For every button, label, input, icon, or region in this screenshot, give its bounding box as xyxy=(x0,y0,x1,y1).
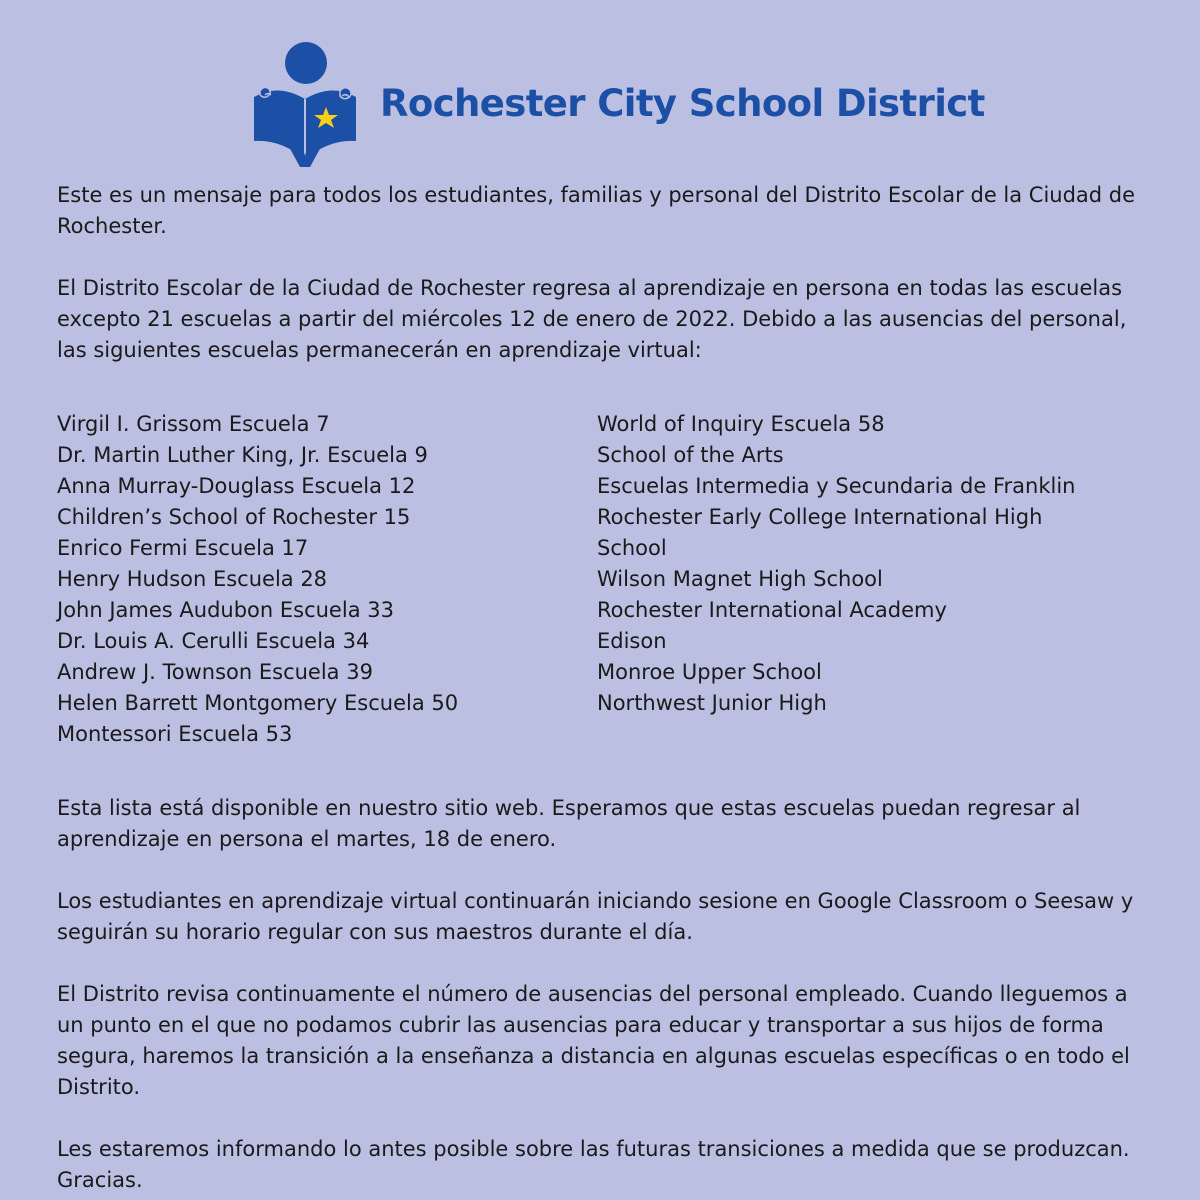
school-list-item: Virgil I. Grissom Escuela 7 xyxy=(57,412,330,436)
child-reading-book-icon xyxy=(250,41,360,169)
school-list-item: Henry Hudson Escuela 28 xyxy=(57,567,328,591)
school-list-item: World of Inquiry Escuela 58 xyxy=(597,412,885,436)
intro-paragraph: Este es un mensaje para todos los estudiantes, familias y personal del Distrito Escolar de la Ciudad de Rochester. xyxy=(57,183,1136,238)
school-list-item: Children’s School of Rochester 15 xyxy=(57,505,411,529)
header xyxy=(250,40,985,170)
school-list-item: Dr. Louis A. Cerulli Escuela 34 xyxy=(57,629,370,653)
school-list-item: Helen Barrett Montgomery Escuela 50 xyxy=(57,691,459,715)
school-list-item: Enrico Fermi Escuela 17 xyxy=(57,536,309,560)
school-list-item: Edison xyxy=(597,629,667,653)
notice-paragraph: El Distrito Escolar de la Ciudad de Rochester regresa al aprendizaje en persona en todas las escuelas excepto 21 escuelas a partir del miércoles 12 de enero de 2022. Debido a las ausencias del personal, las siguientes escuelas permanecerán en aprendizaje virtual: xyxy=(57,276,1127,362)
virtual-learning-paragraph: Los estudiantes en aprendizaje virtual continuarán iniciando sesione en Google Classroom o Seesaw y seguirán su horario regular con sus maestros durante el día. xyxy=(57,889,1134,944)
school-list-item: Dr. Martin Luther King, Jr. Escuela 9 xyxy=(57,443,428,467)
school-list-item: Monroe Upper School xyxy=(597,660,822,684)
schools-column-right xyxy=(597,409,1077,750)
school-list-item: Rochester International Academy xyxy=(597,598,947,622)
school-list-item: Montessori Escuela 53 xyxy=(57,722,293,746)
school-list-item: School of the Arts xyxy=(597,443,784,467)
school-list-item: Wilson Magnet High School xyxy=(597,567,883,591)
school-list-item: John James Audubon Escuela 33 xyxy=(57,598,394,622)
availability-paragraph: Esta lista está disponible en nuestro sitio web. Esperamos que estas escuelas puedan regresar al aprendizaje en persona el martes, 18 de enero. xyxy=(57,796,1081,851)
message-body xyxy=(57,180,1157,1196)
school-list-item: Anna Murray-Douglass Escuela 12 xyxy=(57,474,416,498)
virtual-schools-list xyxy=(57,409,1157,750)
district-name: Rochester City School District xyxy=(380,81,985,125)
staff-absences-paragraph: El Distrito revisa continuamente el número de ausencias del personal empleado. Cuando lleguemos a un punto en el que no podamos cubrir las ausencias para educar y transportar a sus hijos de forma segura, haremos la transición a la enseñanza a distancia en algunas escuelas específicas o en todo el Distrito. xyxy=(57,982,1130,1099)
school-list-item: Rochester Early College International High School xyxy=(597,505,1043,560)
school-list-item: Andrew J. Townson Escuela 39 xyxy=(57,660,373,684)
schools-column-left xyxy=(57,409,597,750)
school-list-item: Northwest Junior High xyxy=(597,691,827,715)
closing-paragraph: Les estaremos informando lo antes posible sobre las futuras transiciones a medida que se produzcan. Gracias. xyxy=(57,1137,1130,1192)
school-list-item: Escuelas Intermedia y Secundaria de Franklin xyxy=(597,474,1076,498)
